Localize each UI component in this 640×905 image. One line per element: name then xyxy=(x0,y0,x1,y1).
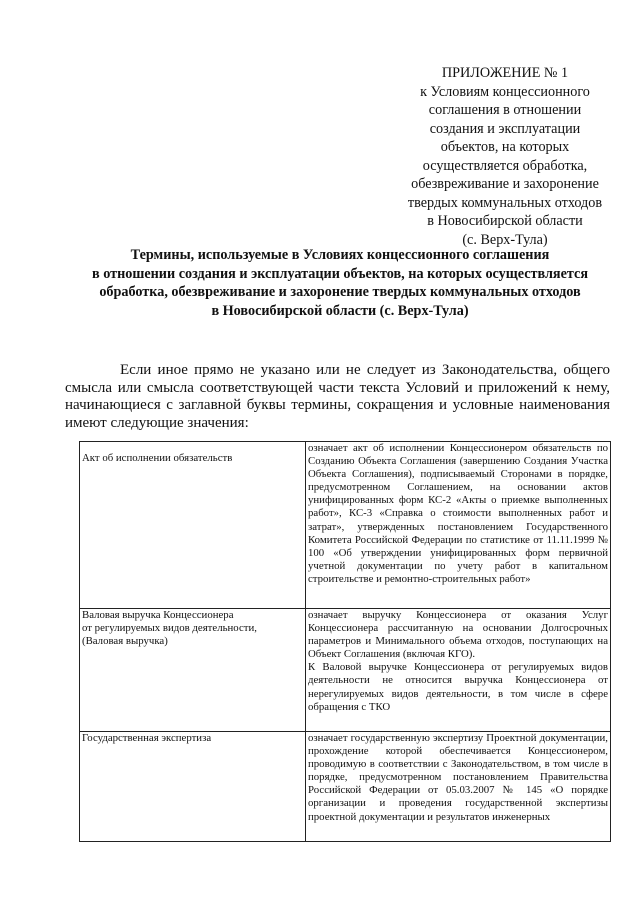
term-definition: означает выручку Концессионера от оказания Услуг Концессионера рассчитанную на основании Долгосрочных параметров и Минимального объема отходов, поступающих на Объект Соглашения (включая КГО). xyxy=(308,609,608,661)
title-line: обработка, обезвреживание и захоронение твердых коммунальных отходов xyxy=(99,284,581,300)
title-line: в Новосибирской области (с. Верх-Тула) xyxy=(211,302,469,319)
definition-cell xyxy=(306,732,611,842)
appendix-line: создания и эксплуатации xyxy=(429,120,581,137)
term-name: Акт об исполнении обязательств xyxy=(82,452,233,464)
term-definition: означает акт об исполнении Концессионером обязательств по Созданию Объекта Соглашения (завершению Создания Участка Объекта Соглашения), подписываемый Сторонами в порядке, предусмотренном Соглашением, на основании актов унифицированных форм КС-2 «Акты о приемке выполненных работ», КС-3 «Справка о стоимости выполненных работ и затрат», утвержденных постановлением Государственного Комитета Российской Федерации по статистике от 11.11.1999 № 100 «Об утверждении унифицированных форм первичной учетной документации по учету работ в капитальном строительстве и ремонтно-строительных работ» xyxy=(308,442,608,585)
appendix-line: обезвреживание и захоронение xyxy=(411,176,599,192)
intro-paragraph xyxy=(65,362,610,432)
title-line: Термины, используемые в Условиях концессионного соглашения xyxy=(130,247,550,263)
term-name: Государственная экспертиза xyxy=(82,732,212,744)
term-definition: означает государственную экспертизу Проектной документации, прохождение которой обеспечивается Концессионером, проводимую в соответствии с Законодательством, в том числе в порядке, предусмотренном постановлением Правительства Российской Федерации от 05.03.2007 № 145 «О порядке организации и проведения государственной экспертизы проектной документации и результатов инженерных xyxy=(308,732,608,823)
term-cell xyxy=(80,609,306,732)
table-row xyxy=(80,732,611,842)
term-cell xyxy=(80,442,306,609)
appendix-line: (с. Верх-Тула) xyxy=(462,231,548,248)
definition-cell xyxy=(306,442,611,609)
term-definition-continued: К Валовой выручке Концессионера от регулируемых видов деятельности не относится выручка Концессионера от нерегулируемых видов деятельности, в том числе в сфере обращения с ТКО xyxy=(308,661,608,713)
appendix-line: в Новосибирской области xyxy=(427,213,583,229)
appendix-line: соглашения в отношении xyxy=(428,102,582,118)
definition-cell xyxy=(306,609,611,732)
term-cell xyxy=(80,732,306,842)
appendix-line: к Условиям концессионного xyxy=(420,83,590,100)
terms-table xyxy=(79,441,611,842)
term-name: Валовая выручка Концессионера от регулируемых видов деятельности, (Валовая выручка) xyxy=(82,609,257,648)
title-line: в отношении создания и эксплуатации объектов, на которых осуществляется xyxy=(92,265,588,282)
appendix-line: твердых коммунальных отходов xyxy=(407,194,603,211)
document-title xyxy=(60,246,620,320)
table-row xyxy=(80,442,611,609)
appendix-header xyxy=(375,64,635,249)
appendix-line: осуществляется обработка, xyxy=(422,157,588,174)
appendix-line: объектов, на которых xyxy=(440,139,570,155)
appendix-line: ПРИЛОЖЕНИЕ № 1 xyxy=(441,65,569,81)
intro-text: Если иное прямо не указано или не следует из Законодательства, общего смысла или смысла соответствующей части текста Условий и приложений к нему, начинающиеся с заглавной буквы термины, сокращения и условные наименования имеют следующие значения: xyxy=(65,362,610,431)
table-row xyxy=(80,609,611,732)
